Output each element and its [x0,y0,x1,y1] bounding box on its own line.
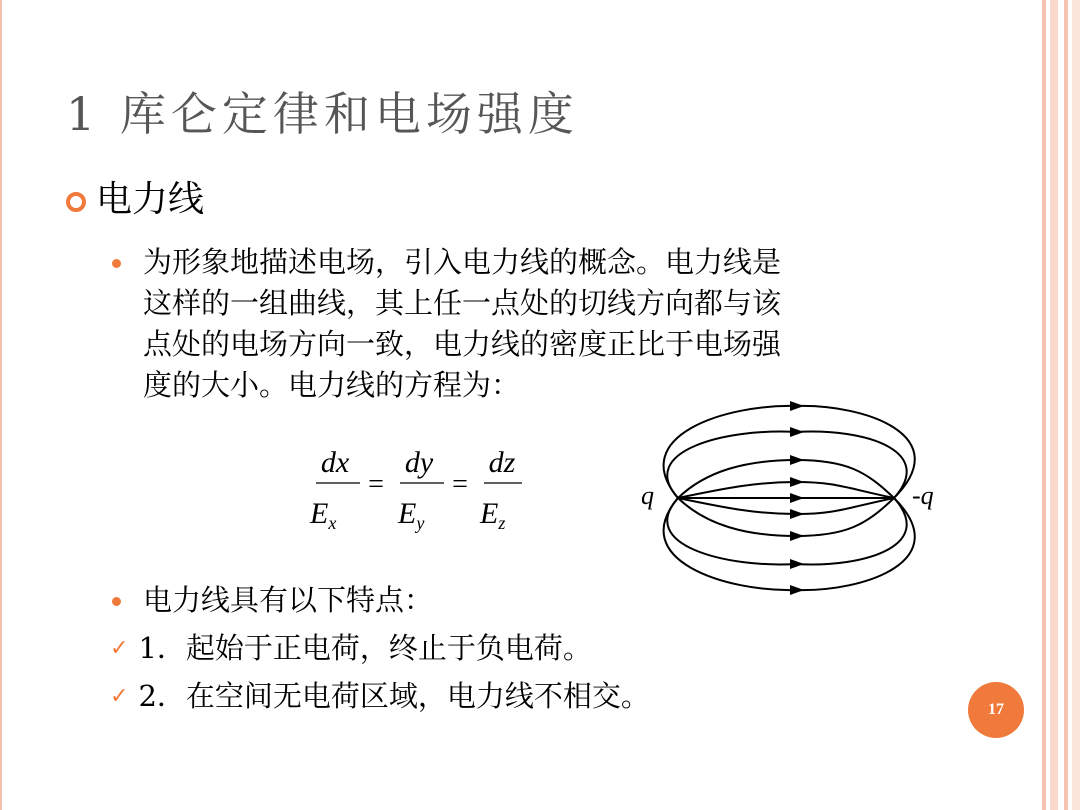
ring-bullet-icon [66,192,86,212]
eq-den-Ey: $E_y$ [398,497,425,533]
arrowhead [790,477,804,487]
paragraph-line: 度的大小。电力线的方程为： [143,368,521,402]
eq-equals: = [368,469,384,500]
arrowhead [790,401,804,411]
checkmark-icon: ✓ [110,636,129,661]
eq-num-dy: dy [404,446,434,479]
eq-den-Ez: $E_z$ [480,497,506,533]
arrowhead [790,559,804,569]
paragraph-line: 这样的一组曲线，其上任一点处的切线方向都与该 [143,286,782,320]
paragraph-line: 点处的电场方向一致，电力线的密度正比于电场强 [143,327,782,361]
eq-den-Ex: $E_x$ [310,497,337,533]
paragraph-line: 为形象地描述电场，引入电力线的概念。电力线是 [143,245,782,279]
dot-bullet-icon [112,259,121,268]
heading-text: 电力线 [96,179,205,220]
arrowhead [790,493,804,503]
eq-num-dx: dx [320,446,350,479]
field-line [678,482,894,498]
checkmark-icon: ✓ [110,684,129,709]
check-item-text: 2．在空间无电荷区域，电力线不相交。 [138,679,650,713]
arrowhead [790,427,804,437]
negative-charge-label: -q [912,481,934,510]
page-number-badge: 17 [968,682,1024,738]
check-item-text: 1．起始于正电荷，终止于负电荷。 [138,631,592,665]
field-line [678,498,894,514]
check-item [110,628,592,669]
arrowhead [790,455,804,465]
eq-equals: = [452,469,468,500]
level1-item [66,178,204,221]
check-item [110,676,650,717]
description-paragraph [107,242,947,406]
slide-title: 1 库仑定律和电场强度 [66,87,579,141]
dot-bullet-icon [112,597,121,606]
field-line [667,432,906,498]
field-line [667,498,906,564]
electric-field-lines-diagram [636,396,956,596]
arrowhead [790,585,804,595]
arrowhead [790,509,804,519]
features-text: 电力线具有以下特点： [143,583,434,617]
features-bullet [107,580,433,621]
left-border-rule [0,0,2,810]
right-decorative-stripes [1040,0,1080,810]
field-line-equation [308,438,538,538]
positive-charge-label: q [641,481,654,510]
arrowheads [790,401,804,595]
eq-num-dz: dz [488,446,516,479]
arrowhead [790,531,804,541]
